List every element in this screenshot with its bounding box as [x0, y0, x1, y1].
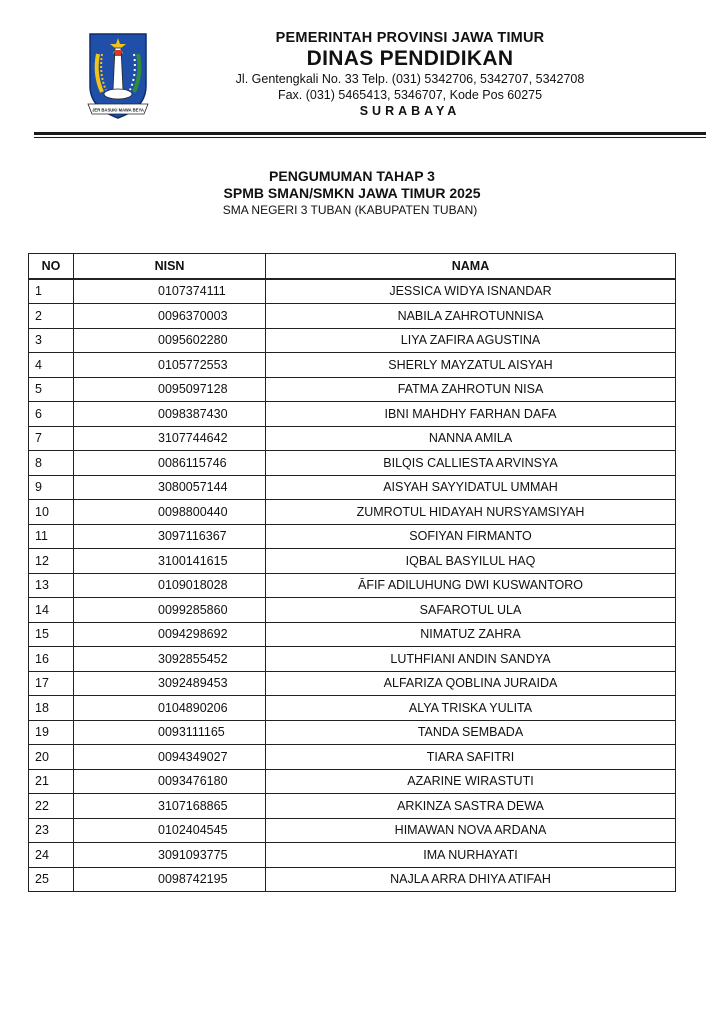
cell-nisn: 0104890206: [74, 696, 266, 721]
letterhead-text: [180, 30, 640, 120]
table-row: [29, 867, 676, 892]
cell-nisn: 0107374111: [74, 279, 266, 304]
cell-nisn: 0093111165: [74, 720, 266, 745]
cell-no: 12: [29, 549, 74, 574]
table-row: [29, 720, 676, 745]
table-row: [29, 451, 676, 476]
cell-no: 15: [29, 622, 74, 647]
cell-nisn: 3091093775: [74, 843, 266, 868]
cell-nama: ALFARIZA QOBLINA JURAIDA: [266, 671, 676, 696]
cell-no: 11: [29, 524, 74, 549]
cell-nama: NAJLA ARRA DHIYA ATIFAH: [266, 867, 676, 892]
cell-nisn: 0098742195: [74, 867, 266, 892]
cell-no: 4: [29, 353, 74, 378]
cell-nisn: 3100141615: [74, 549, 266, 574]
announcement-title: PENGUMUMAN TAHAP 3: [269, 168, 435, 184]
cell-nama: HIMAWAN NOVA ARDANA: [266, 818, 676, 843]
logo-motto: JER BASUKI MAWA BEYA: [92, 107, 144, 113]
cell-no: 5: [29, 377, 74, 402]
cell-nisn: 0102404545: [74, 818, 266, 843]
table-row: [29, 647, 676, 672]
cell-nisn: 0098800440: [74, 500, 266, 525]
table-row: [29, 573, 676, 598]
table-row: [29, 279, 676, 304]
letterhead-divider-thin: [34, 137, 706, 138]
cell-no: 25: [29, 867, 74, 892]
cell-nisn: 0086115746: [74, 451, 266, 476]
table-row: [29, 500, 676, 525]
cell-nama: TIARA SAFITRI: [266, 745, 676, 770]
cell-no: 17: [29, 671, 74, 696]
cell-nama: ĀFIF ADILUHUNG DWI KUSWANTORO: [266, 573, 676, 598]
table-row: [29, 402, 676, 427]
cell-nisn: 0094349027: [74, 745, 266, 770]
cell-nisn: 0094298692: [74, 622, 266, 647]
cell-nama: AZARINE WIRASTUTI: [266, 769, 676, 794]
address-line-2: Fax. (031) 5465413, 5346707, Kode Pos 60275: [277, 88, 543, 102]
table-row: [29, 769, 676, 794]
table-row: [29, 549, 676, 574]
cell-no: 23: [29, 818, 74, 843]
header-nama: NAMA: [266, 254, 676, 279]
cell-no: 10: [29, 500, 74, 525]
cell-no: 8: [29, 451, 74, 476]
cell-no: 19: [29, 720, 74, 745]
cell-no: 13: [29, 573, 74, 598]
cell-nama: AISYAH SAYYIDATUL UMMAH: [266, 475, 676, 500]
cell-nisn: 0093476180: [74, 769, 266, 794]
cell-no: 7: [29, 426, 74, 451]
table-row: [29, 426, 676, 451]
cell-no: 2: [29, 304, 74, 329]
cell-nisn: 3092489453: [74, 671, 266, 696]
table-row: [29, 328, 676, 353]
school-name: SMA NEGERI 3 TUBAN (KABUPATEN TUBAN): [222, 203, 478, 217]
cell-nama: LIYA ZAFIRA AGUSTINA: [266, 328, 676, 353]
cell-no: 24: [29, 843, 74, 868]
table-row: [29, 671, 676, 696]
cell-nama: FATMA ZAHROTUN NISA: [266, 377, 676, 402]
address-line-1: Jl. Gentengkali No. 33 Telp. (031) 5342706, 5342707, 5342708: [235, 72, 585, 86]
table-row: [29, 475, 676, 500]
table-row: [29, 377, 676, 402]
cell-nama: BILQIS CALLIESTA ARVINSYA: [266, 451, 676, 476]
announcement-subtitle: SPMB SMAN/SMKN JAWA TIMUR 2025: [223, 185, 481, 201]
cell-nama: IBNI MAHDHY FARHAN DAFA: [266, 402, 676, 427]
cell-nisn: 0095602280: [74, 328, 266, 353]
cell-no: 16: [29, 647, 74, 672]
cell-nisn: 3107744642: [74, 426, 266, 451]
letterhead-divider-thick: [34, 132, 706, 135]
table-row: [29, 843, 676, 868]
cell-nama: NANNA AMILA: [266, 426, 676, 451]
table-row: [29, 696, 676, 721]
east-java-coat-of-arms-logo: [84, 24, 152, 120]
cell-nama: ZUMROTUL HIDAYAH NURSYAMSIYAH: [266, 500, 676, 525]
cell-no: 1: [29, 279, 74, 304]
cell-nama: NABILA ZAHROTUNNISA: [266, 304, 676, 329]
cell-nisn: 0098387430: [74, 402, 266, 427]
cell-nama: SOFIYAN FIRMANTO: [266, 524, 676, 549]
table-header-row: [29, 254, 676, 279]
cell-no: 6: [29, 402, 74, 427]
table-row: [29, 304, 676, 329]
government-name: PEMERINTAH PROVINSI JAWA TIMUR: [275, 30, 545, 46]
cell-nisn: 0099285860: [74, 598, 266, 623]
cell-no: 21: [29, 769, 74, 794]
cell-nama: SAFAROTUL ULA: [266, 598, 676, 623]
cell-nisn: 0109018028: [74, 573, 266, 598]
cell-nisn: 3092855452: [74, 647, 266, 672]
table-row: [29, 745, 676, 770]
cell-nama: NIMATUZ ZAHRA: [266, 622, 676, 647]
cell-nisn: 0096370003: [74, 304, 266, 329]
table-body: [29, 279, 676, 892]
cell-nisn: 3080057144: [74, 475, 266, 500]
table-row: [29, 794, 676, 819]
cell-nisn: 3107168865: [74, 794, 266, 819]
department-name: DINAS PENDIDIKAN: [306, 47, 514, 70]
cell-nama: SHERLY MAYZATUL AISYAH: [266, 353, 676, 378]
cell-nama: IQBAL BASYILUL HAQ: [266, 549, 676, 574]
table-row: [29, 524, 676, 549]
student-list-table: [28, 253, 676, 892]
cell-no: 14: [29, 598, 74, 623]
header-nisn: NISN: [74, 254, 266, 279]
cell-nama: JESSICA WIDYA ISNANDAR: [266, 279, 676, 304]
letterhead: [0, 0, 724, 140]
cell-no: 20: [29, 745, 74, 770]
table-row: [29, 622, 676, 647]
cell-nama: IMA NURHAYATI: [266, 843, 676, 868]
cell-nama: LUTHFIANI ANDIN SANDYA: [266, 647, 676, 672]
cell-nisn: 3097116367: [74, 524, 266, 549]
table-row: [29, 353, 676, 378]
cell-no: 3: [29, 328, 74, 353]
cell-nisn: 0105772553: [74, 353, 266, 378]
cell-no: 22: [29, 794, 74, 819]
cell-nama: TANDA SEMBADA: [266, 720, 676, 745]
cell-nama: ALYA TRISKA YULITA: [266, 696, 676, 721]
table-row: [29, 818, 676, 843]
cell-nisn: 0095097128: [74, 377, 266, 402]
announcement-title-block: [0, 168, 724, 218]
table-row: [29, 598, 676, 623]
header-no: NO: [29, 254, 74, 279]
city-name: SURABAYA: [359, 104, 461, 118]
cell-no: 18: [29, 696, 74, 721]
cell-no: 9: [29, 475, 74, 500]
cell-nama: ARKINZA SASTRA DEWA: [266, 794, 676, 819]
